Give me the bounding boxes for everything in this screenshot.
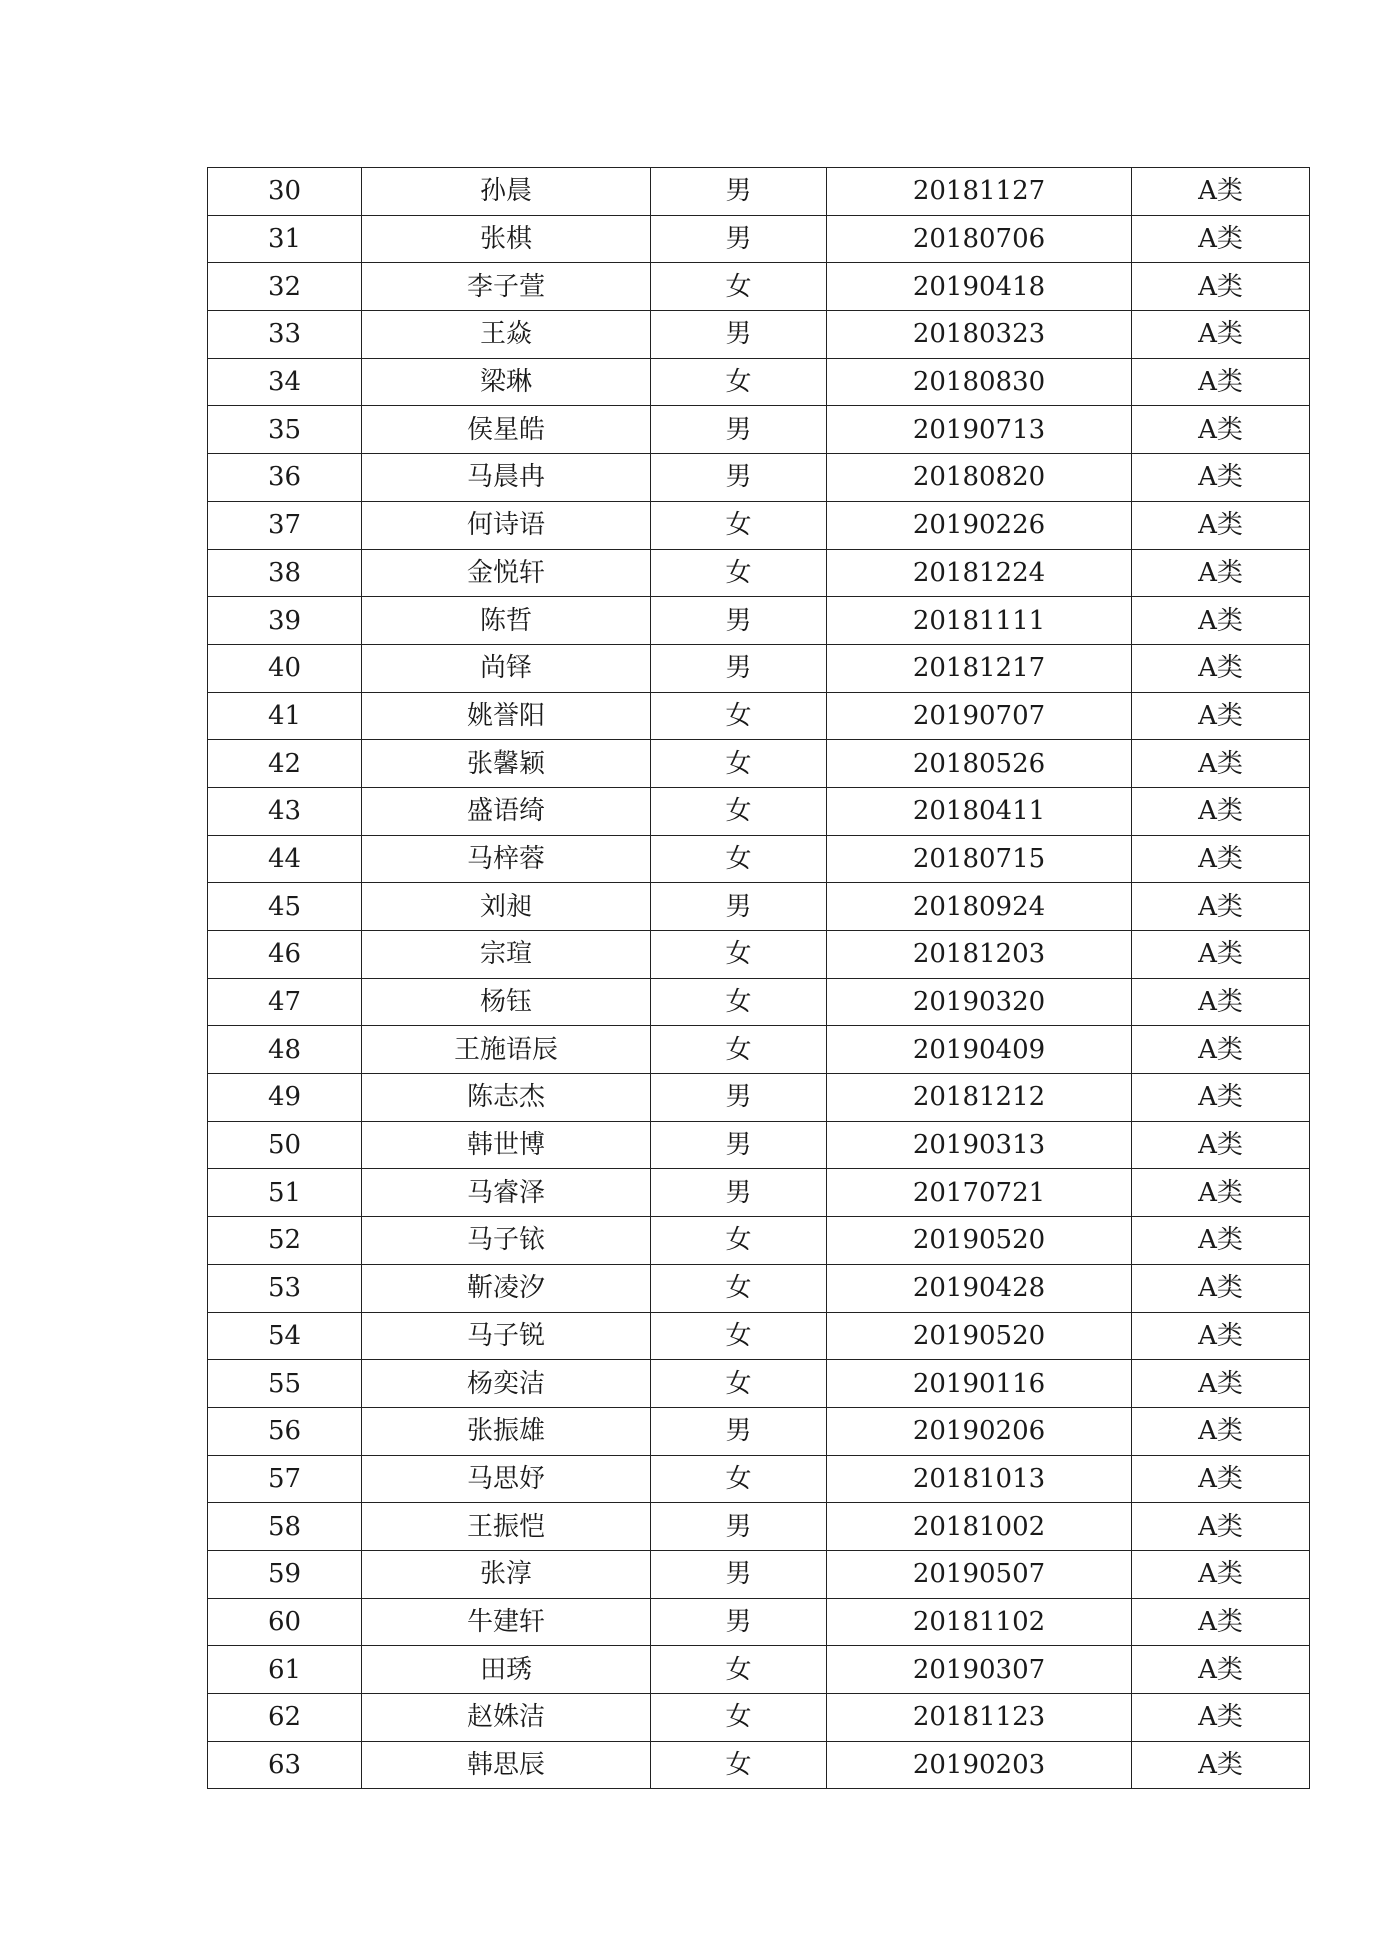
row-number-cell: 34: [208, 358, 362, 406]
category-cell: A类: [1132, 787, 1310, 835]
gender-cell: 男: [651, 644, 827, 692]
table-row: [208, 1360, 1310, 1408]
gender-cell: 女: [651, 1455, 827, 1503]
student-name-cell: 金悦轩: [362, 549, 651, 597]
date-cell: 20181203: [827, 931, 1132, 979]
gender-cell: 男: [651, 883, 827, 931]
gender-cell: 女: [651, 263, 827, 311]
gender-cell: 女: [651, 1360, 827, 1408]
row-number-cell: 44: [208, 835, 362, 883]
date-cell: 20181123: [827, 1694, 1132, 1742]
date-cell: 20190418: [827, 263, 1132, 311]
row-number-cell: 41: [208, 692, 362, 740]
table-row: [208, 931, 1310, 979]
date-cell: 20181111: [827, 597, 1132, 645]
date-cell: 20190507: [827, 1550, 1132, 1598]
student-name-cell: 姚誉阳: [362, 692, 651, 740]
student-name-cell: 王振恺: [362, 1503, 651, 1551]
student-name-cell: 田琇: [362, 1646, 651, 1694]
gender-cell: 男: [651, 1169, 827, 1217]
table-row: [208, 501, 1310, 549]
row-number-cell: 42: [208, 740, 362, 788]
row-number-cell: 55: [208, 1360, 362, 1408]
gender-cell: 女: [651, 835, 827, 883]
table-row: [208, 883, 1310, 931]
table-row: [208, 597, 1310, 645]
gender-cell: 女: [651, 1312, 827, 1360]
date-cell: 20181217: [827, 644, 1132, 692]
student-name-cell: 张馨颖: [362, 740, 651, 788]
category-cell: A类: [1132, 1694, 1310, 1742]
table-row: [208, 454, 1310, 502]
row-number-cell: 32: [208, 263, 362, 311]
gender-cell: 女: [651, 1646, 827, 1694]
table-row: [208, 168, 1310, 216]
date-cell: 20180820: [827, 454, 1132, 502]
student-name-cell: 宗瑄: [362, 931, 651, 979]
gender-cell: 女: [651, 501, 827, 549]
category-cell: A类: [1132, 931, 1310, 979]
category-cell: A类: [1132, 1455, 1310, 1503]
category-cell: A类: [1132, 549, 1310, 597]
table-row: [208, 1074, 1310, 1122]
student-name-cell: 陈哲: [362, 597, 651, 645]
category-cell: A类: [1132, 501, 1310, 549]
date-cell: 20181002: [827, 1503, 1132, 1551]
row-number-cell: 58: [208, 1503, 362, 1551]
category-cell: A类: [1132, 1646, 1310, 1694]
date-cell: 20180715: [827, 835, 1132, 883]
row-number-cell: 40: [208, 644, 362, 692]
gender-cell: 女: [651, 692, 827, 740]
table-row: [208, 358, 1310, 406]
table-row: [208, 1121, 1310, 1169]
date-cell: 20181224: [827, 549, 1132, 597]
student-name-cell: 杨钰: [362, 978, 651, 1026]
student-name-cell: 李子萱: [362, 263, 651, 311]
date-cell: 20181102: [827, 1598, 1132, 1646]
row-number-cell: 60: [208, 1598, 362, 1646]
row-number-cell: 51: [208, 1169, 362, 1217]
table-row: [208, 1503, 1310, 1551]
date-cell: 20180706: [827, 215, 1132, 263]
date-cell: 20190520: [827, 1312, 1132, 1360]
gender-cell: 男: [651, 1550, 827, 1598]
gender-cell: 女: [651, 1694, 827, 1742]
student-name-cell: 盛语绮: [362, 787, 651, 835]
category-cell: A类: [1132, 978, 1310, 1026]
row-number-cell: 63: [208, 1741, 362, 1789]
table-row: [208, 644, 1310, 692]
row-number-cell: 50: [208, 1121, 362, 1169]
gender-cell: 女: [651, 358, 827, 406]
table-row: [208, 311, 1310, 359]
category-cell: A类: [1132, 692, 1310, 740]
table-row: [208, 835, 1310, 883]
student-name-cell: 张振雄: [362, 1407, 651, 1455]
gender-cell: 男: [651, 406, 827, 454]
student-name-cell: 杨奕洁: [362, 1360, 651, 1408]
row-number-cell: 52: [208, 1217, 362, 1265]
table-row: [208, 1646, 1310, 1694]
table-row: [208, 1169, 1310, 1217]
table-row: [208, 1264, 1310, 1312]
date-cell: 20181127: [827, 168, 1132, 216]
student-name-cell: 张淳: [362, 1550, 651, 1598]
row-number-cell: 57: [208, 1455, 362, 1503]
gender-cell: 男: [651, 1121, 827, 1169]
row-number-cell: 36: [208, 454, 362, 502]
roster-body: [208, 168, 1310, 1789]
row-number-cell: 47: [208, 978, 362, 1026]
table-row: [208, 1026, 1310, 1074]
gender-cell: 男: [651, 1074, 827, 1122]
student-name-cell: 尚铎: [362, 644, 651, 692]
student-name-cell: 赵姝洁: [362, 1694, 651, 1742]
table-row: [208, 263, 1310, 311]
student-name-cell: 马思妤: [362, 1455, 651, 1503]
date-cell: 20190116: [827, 1360, 1132, 1408]
row-number-cell: 30: [208, 168, 362, 216]
category-cell: A类: [1132, 597, 1310, 645]
student-name-cell: 孙晨: [362, 168, 651, 216]
student-name-cell: 陈志杰: [362, 1074, 651, 1122]
date-cell: 20181212: [827, 1074, 1132, 1122]
table-row: [208, 1550, 1310, 1598]
student-name-cell: 韩思辰: [362, 1741, 651, 1789]
gender-cell: 男: [651, 215, 827, 263]
table-row: [208, 740, 1310, 788]
student-name-cell: 马晨冉: [362, 454, 651, 502]
date-cell: 20180323: [827, 311, 1132, 359]
gender-cell: 女: [651, 740, 827, 788]
row-number-cell: 43: [208, 787, 362, 835]
table-row: [208, 692, 1310, 740]
student-name-cell: 梁琳: [362, 358, 651, 406]
table-row: [208, 215, 1310, 263]
student-name-cell: 马子铱: [362, 1217, 651, 1265]
row-number-cell: 45: [208, 883, 362, 931]
student-name-cell: 马梓蓉: [362, 835, 651, 883]
date-cell: 20190713: [827, 406, 1132, 454]
gender-cell: 女: [651, 931, 827, 979]
date-cell: 20190428: [827, 1264, 1132, 1312]
table-row: [208, 1598, 1310, 1646]
student-name-cell: 韩世博: [362, 1121, 651, 1169]
date-cell: 20170721: [827, 1169, 1132, 1217]
category-cell: A类: [1132, 1741, 1310, 1789]
gender-cell: 男: [651, 1598, 827, 1646]
category-cell: A类: [1132, 1503, 1310, 1551]
table-row: [208, 1741, 1310, 1789]
row-number-cell: 31: [208, 215, 362, 263]
gender-cell: 女: [651, 1741, 827, 1789]
gender-cell: 男: [651, 1407, 827, 1455]
student-name-cell: 马睿泽: [362, 1169, 651, 1217]
student-name-cell: 张棋: [362, 215, 651, 263]
row-number-cell: 37: [208, 501, 362, 549]
gender-cell: 女: [651, 1264, 827, 1312]
date-cell: 20190707: [827, 692, 1132, 740]
category-cell: A类: [1132, 1407, 1310, 1455]
gender-cell: 男: [651, 168, 827, 216]
category-cell: A类: [1132, 1312, 1310, 1360]
category-cell: A类: [1132, 168, 1310, 216]
gender-cell: 男: [651, 597, 827, 645]
date-cell: 20190520: [827, 1217, 1132, 1265]
gender-cell: 女: [651, 978, 827, 1026]
gender-cell: 女: [651, 787, 827, 835]
row-number-cell: 53: [208, 1264, 362, 1312]
row-number-cell: 46: [208, 931, 362, 979]
row-number-cell: 61: [208, 1646, 362, 1694]
category-cell: A类: [1132, 263, 1310, 311]
date-cell: 20190226: [827, 501, 1132, 549]
category-cell: A类: [1132, 883, 1310, 931]
category-cell: A类: [1132, 454, 1310, 502]
roster-table: [207, 167, 1310, 1789]
gender-cell: 女: [651, 549, 827, 597]
student-name-cell: 刘昶: [362, 883, 651, 931]
category-cell: A类: [1132, 1026, 1310, 1074]
category-cell: A类: [1132, 1550, 1310, 1598]
date-cell: 20190320: [827, 978, 1132, 1026]
category-cell: A类: [1132, 1264, 1310, 1312]
row-number-cell: 62: [208, 1694, 362, 1742]
row-number-cell: 54: [208, 1312, 362, 1360]
category-cell: A类: [1132, 215, 1310, 263]
category-cell: A类: [1132, 1169, 1310, 1217]
date-cell: 20190313: [827, 1121, 1132, 1169]
student-name-cell: 王施语辰: [362, 1026, 651, 1074]
date-cell: 20181013: [827, 1455, 1132, 1503]
category-cell: A类: [1132, 835, 1310, 883]
date-cell: 20190409: [827, 1026, 1132, 1074]
student-name-cell: 王焱: [362, 311, 651, 359]
date-cell: 20180526: [827, 740, 1132, 788]
date-cell: 20180411: [827, 787, 1132, 835]
gender-cell: 女: [651, 1217, 827, 1265]
row-number-cell: 48: [208, 1026, 362, 1074]
student-name-cell: 靳凌汐: [362, 1264, 651, 1312]
category-cell: A类: [1132, 406, 1310, 454]
category-cell: A类: [1132, 1217, 1310, 1265]
row-number-cell: 39: [208, 597, 362, 645]
student-name-cell: 马子锐: [362, 1312, 651, 1360]
row-number-cell: 38: [208, 549, 362, 597]
table-row: [208, 1312, 1310, 1360]
date-cell: 20190307: [827, 1646, 1132, 1694]
category-cell: A类: [1132, 358, 1310, 406]
gender-cell: 女: [651, 1026, 827, 1074]
table-row: [208, 978, 1310, 1026]
row-number-cell: 49: [208, 1074, 362, 1122]
row-number-cell: 33: [208, 311, 362, 359]
row-number-cell: 56: [208, 1407, 362, 1455]
row-number-cell: 35: [208, 406, 362, 454]
date-cell: 20180924: [827, 883, 1132, 931]
category-cell: A类: [1132, 1598, 1310, 1646]
table-row: [208, 787, 1310, 835]
category-cell: A类: [1132, 644, 1310, 692]
gender-cell: 男: [651, 1503, 827, 1551]
student-name-cell: 何诗语: [362, 501, 651, 549]
date-cell: 20180830: [827, 358, 1132, 406]
date-cell: 20190206: [827, 1407, 1132, 1455]
table-row: [208, 1694, 1310, 1742]
category-cell: A类: [1132, 1074, 1310, 1122]
date-cell: 20190203: [827, 1741, 1132, 1789]
row-number-cell: 59: [208, 1550, 362, 1598]
category-cell: A类: [1132, 1360, 1310, 1408]
table-row: [208, 1407, 1310, 1455]
category-cell: A类: [1132, 740, 1310, 788]
gender-cell: 男: [651, 454, 827, 502]
category-cell: A类: [1132, 1121, 1310, 1169]
table-row: [208, 549, 1310, 597]
gender-cell: 男: [651, 311, 827, 359]
category-cell: A类: [1132, 311, 1310, 359]
table-row: [208, 1455, 1310, 1503]
student-name-cell: 侯星皓: [362, 406, 651, 454]
student-name-cell: 牛建轩: [362, 1598, 651, 1646]
table-row: [208, 1217, 1310, 1265]
table-row: [208, 406, 1310, 454]
